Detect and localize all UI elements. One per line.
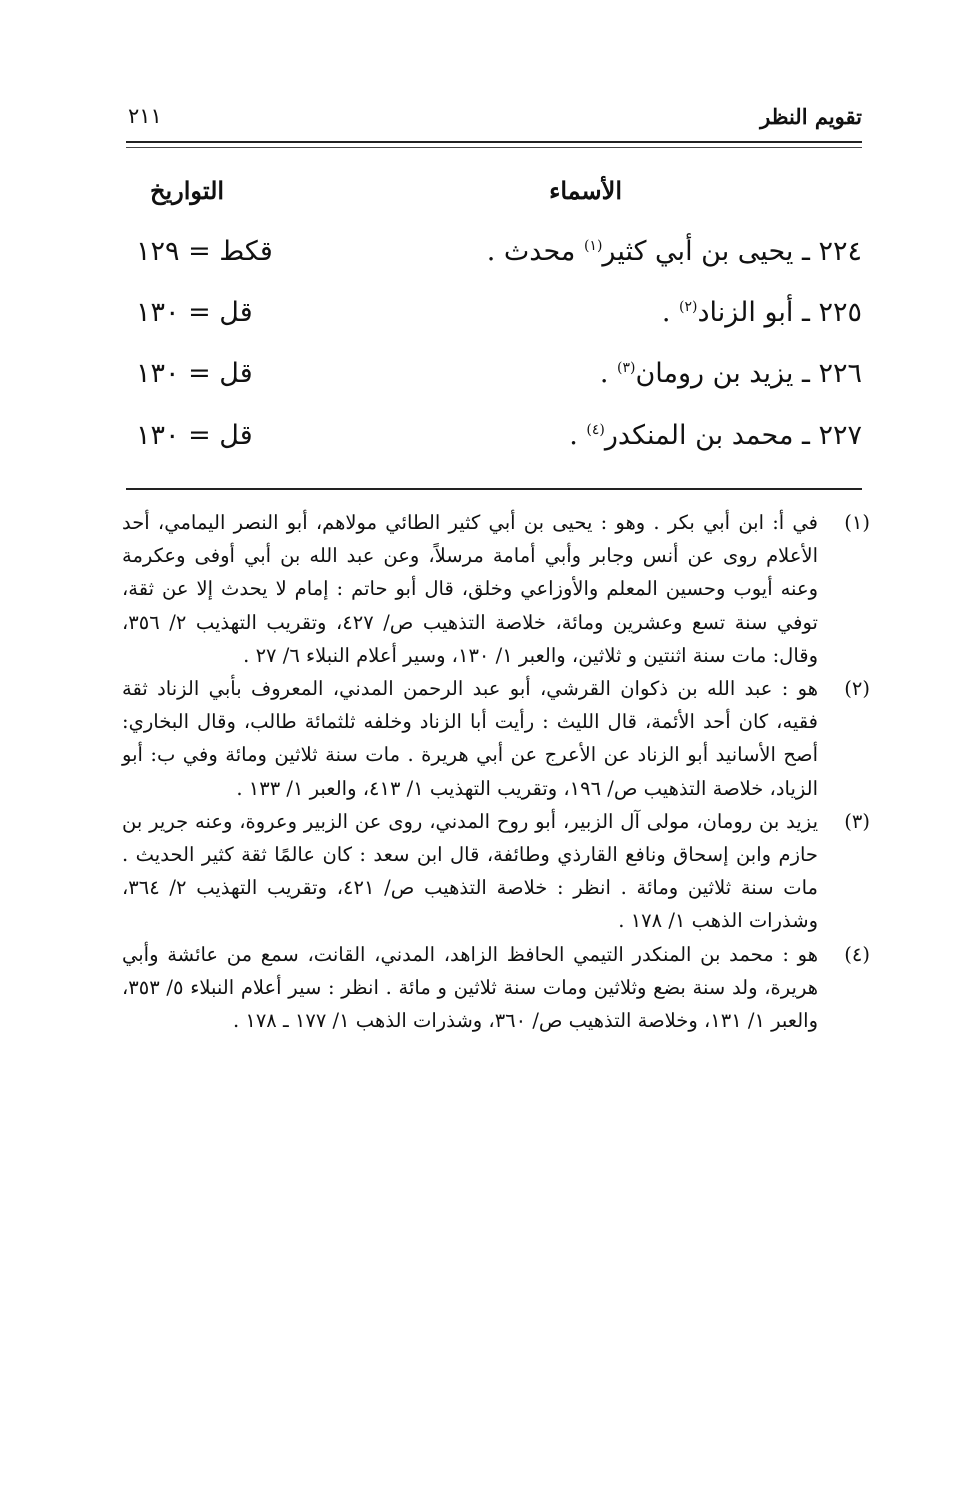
entry-date: قكط = ١٢٩ xyxy=(136,236,273,267)
footnote-text: يزيد بن رومان، مولى آل الزبير، أبو روح المدني، روى عن الزبير وعروة، وعنه جرير بن حازم وابن إسحاق ونافع القارذي وطائفة، قال ابن سعد : كان عالمًا ثقة كثير الحديث . مات سنة ثلاثين ومائة . انظر : خلاصة التذهيب ص/ ٤٢١، وتقريب التهذيب ٢/ ٣٦٤، وشذرات الذهب ١/ ١٧٨ . xyxy=(122,809,818,933)
footnote-marker: (٢) xyxy=(679,299,698,315)
footnote-marker: (١) xyxy=(583,238,603,254)
footnotes xyxy=(122,506,870,1037)
entry-trailing-text: . xyxy=(661,297,679,328)
footnote-marker: (٤) xyxy=(586,422,605,438)
footnote xyxy=(122,506,870,672)
footnote xyxy=(122,672,870,805)
entry-trailing-text: . xyxy=(569,420,587,451)
entry-trailing-text: محدث . xyxy=(486,236,584,267)
footnote-text: هو : عبد الله بن ذكوان القرشي، أبو عبد الرحمن المدني، المعروف بأبي الزناد ثقة فقيه، كان أحد الأئمة، قال الليث : رأيت أبا الزناد وخلفه ثلثمائة طالب، وقال البخاري: أصح الأسانيد أبو الزناد عن الأعرج عن أبي هريرة . مات سنة ثلاثين ومائة وفي ب: أبو الزياد، خلاصة التذهيب ص/ ١٩٦، وتقريب التهذيب ١/ ٤١٣، والعبر ١/ ١٣٣ . xyxy=(122,677,818,800)
entry-name xyxy=(487,236,862,267)
entry-date: قل = ١٣٠ xyxy=(136,420,253,451)
footnote xyxy=(122,938,870,1038)
footnote xyxy=(122,805,870,938)
running-title: تقويم النظر xyxy=(760,104,862,129)
header-rule-thin xyxy=(126,147,862,148)
footnote-marker: (٣) xyxy=(617,360,636,376)
entry-name xyxy=(662,297,862,328)
footnote-number: (٢) xyxy=(844,677,870,701)
entry-date: قل = ١٣٠ xyxy=(136,358,253,389)
entry-name xyxy=(569,420,862,451)
footnote-text: في أ: ابن أبي بكر . وهو : يحيى بن أبي كثير الطائي مولاهم، أبو النصر اليمامي، أحد الأعلام روى عن أنس وجابر وأبي أمامة مرسلاً، وعن عبد الله بن أبي أوفى وعكرمة وعنه أيوب وحسين المعلم والأوزاعي وخلق، قال أبو حاتم : إمام لا يحدث إلا عن ثقة، توفي سنة تسع وعشرين ومائة، خلاصة التذهيب ص/ ٤٢٧، وتقريب التهذيب ٢/ ٣٥٦، وقال: مات سنة اثنتين و ثلاثين، والعبر ١/ ١٣٠، وسير أعلام النبلاء ٦/ ٢٧ . xyxy=(122,511,818,667)
entry-name-text: ٢٢٥ ـ أبو الزناد xyxy=(697,297,862,328)
entry-trailing-text: . xyxy=(599,358,617,389)
footnote-separator xyxy=(126,488,862,490)
table-row xyxy=(126,297,862,343)
entry-name-text: ٢٢٧ ـ محمد بن المنكدر xyxy=(604,420,862,451)
footnote-number: (٣) xyxy=(844,809,870,833)
entry-name-text: ٢٢٤ ـ يحيى بن أبي كثير xyxy=(602,236,862,267)
table-row xyxy=(126,358,862,404)
dates-column-heading: التواريخ xyxy=(150,176,225,205)
names-column-heading: الأسماء xyxy=(549,176,622,205)
footnote-number: (٤) xyxy=(844,942,870,966)
header-rule xyxy=(126,141,862,143)
entry-name-text: ٢٢٦ ـ يزيد بن رومان xyxy=(635,358,862,389)
page-number: ٢١١ xyxy=(128,104,162,128)
entry-date: قل = ١٣٠ xyxy=(136,297,253,328)
footnote-number: (١) xyxy=(844,511,870,534)
table-row xyxy=(126,420,862,466)
entry-name xyxy=(600,358,862,389)
table-row xyxy=(126,236,862,282)
footnote-text: هو : محمد بن المنكدر التيمي الحافظ الزاهد، المدني، القانت، سمع من عائشة وأبي هريرة، ولد سنة بضع وثلاثين ومات سنة ثلاثين و مائة . انظر : سير أعلام النبلاء ٥/ ٣٥٣، والعبر ١/ ١٣١، وخلاصة التذهيب ص/ ٣٦٠، وشذرات الذهب ١/ ١٧٧ ـ ١٧٨ . xyxy=(122,942,818,1033)
